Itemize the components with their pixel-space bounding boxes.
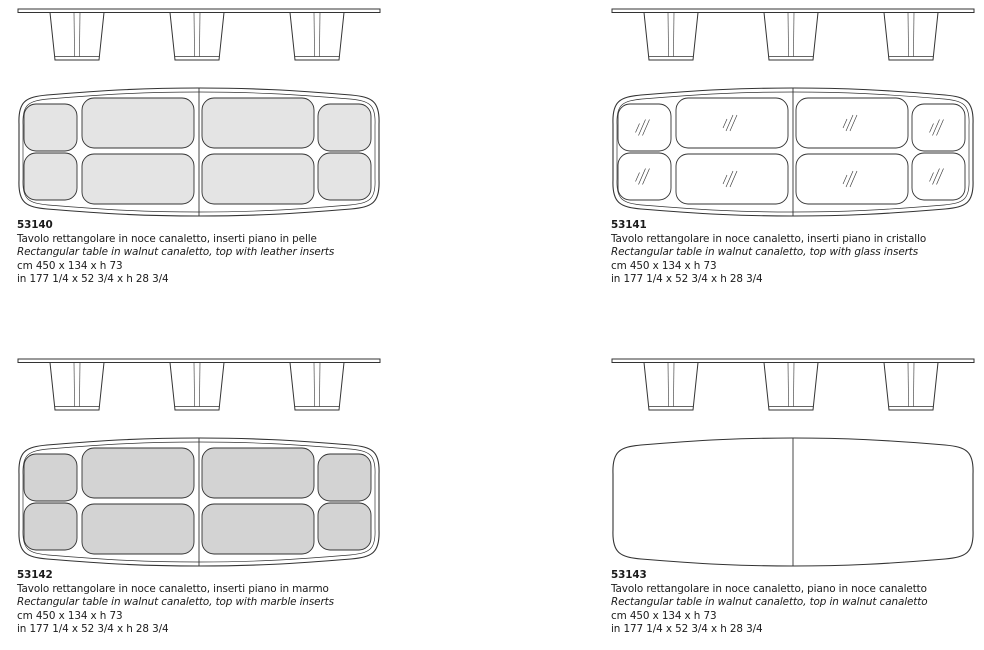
top-insert-panel	[618, 104, 671, 151]
product-code: 53141	[611, 219, 647, 231]
dimensions-inches: in 177 1/4 x 52 3/4 x h 28 3/4	[17, 623, 169, 636]
table-leg	[290, 363, 344, 411]
top-insert-panel	[82, 154, 194, 204]
table-leg	[764, 363, 818, 411]
product-code: 53140	[17, 219, 53, 231]
top-insert-panel	[318, 104, 371, 151]
top-insert-panel	[796, 154, 908, 204]
table-top-elevation	[612, 9, 974, 13]
top-insert-panel	[912, 104, 965, 151]
table-leg	[884, 13, 938, 61]
description-english: Rectangular table in walnut canaletto, top in walnut canaletto	[611, 596, 928, 609]
table-leg	[644, 13, 698, 61]
product-caption	[17, 569, 334, 637]
table-top-elevation	[612, 359, 974, 363]
table-drawing	[17, 350, 382, 560]
top-insert-panel	[318, 503, 371, 550]
product-caption	[611, 569, 928, 637]
table-drawing	[17, 0, 382, 210]
top-insert-panel	[82, 98, 194, 148]
top-insert-panel	[202, 98, 314, 148]
table-leg	[644, 363, 698, 411]
table-leg	[764, 13, 818, 61]
table-top-elevation	[18, 359, 380, 363]
dimensions-cm: cm 450 x 134 x h 73	[17, 609, 123, 622]
table-leg	[170, 13, 224, 61]
product-53141	[611, 0, 984, 300]
dimensions-cm: cm 450 x 134 x h 73	[17, 259, 123, 272]
product-code: 53143	[611, 569, 647, 581]
table-drawing	[611, 0, 976, 210]
table-leg	[170, 363, 224, 411]
description-italian: Tavolo rettangolare in noce canaletto, piano in noce canaletto	[611, 582, 927, 595]
dimensions-inches: in 177 1/4 x 52 3/4 x h 28 3/4	[17, 273, 169, 286]
table-leg	[50, 363, 104, 411]
description-italian: Tavolo rettangolare in noce canaletto, inserti piano in pelle	[17, 232, 317, 245]
table-leg	[290, 13, 344, 61]
description-english: Rectangular table in walnut canaletto, top with marble inserts	[17, 596, 334, 609]
top-insert-panel	[676, 98, 788, 148]
product-53142	[17, 350, 417, 650]
top-insert-panel	[82, 448, 194, 498]
top-insert-panel	[24, 104, 77, 151]
product-code: 53142	[17, 569, 53, 581]
product-caption	[17, 219, 334, 287]
top-insert-panel	[796, 98, 908, 148]
top-insert-panel	[24, 153, 77, 200]
description-italian: Tavolo rettangolare in noce canaletto, inserti piano in marmo	[17, 582, 329, 595]
top-insert-panel	[676, 154, 788, 204]
product-53143	[611, 350, 984, 650]
description-italian: Tavolo rettangolare in noce canaletto, inserti piano in cristallo	[611, 232, 927, 245]
description-english: Rectangular table in walnut canaletto, top with glass inserts	[611, 246, 919, 259]
top-insert-panel	[24, 454, 77, 501]
dimensions-cm: cm 450 x 134 x h 73	[611, 259, 717, 272]
table-leg	[50, 13, 104, 61]
top-insert-panel	[618, 153, 671, 200]
table-top-elevation	[18, 9, 380, 13]
table-drawing	[611, 350, 976, 560]
dimensions-inches: in 177 1/4 x 52 3/4 x h 28 3/4	[611, 273, 763, 286]
top-insert-panel	[202, 154, 314, 204]
dimensions-cm: cm 450 x 134 x h 73	[611, 609, 717, 622]
product-53140	[17, 0, 417, 300]
top-insert-panel	[24, 503, 77, 550]
top-insert-panel	[318, 454, 371, 501]
description-english: Rectangular table in walnut canaletto, top with leather inserts	[17, 246, 335, 259]
top-insert-panel	[202, 504, 314, 554]
product-caption	[611, 219, 926, 287]
top-insert-panel	[202, 448, 314, 498]
top-insert-panel	[912, 153, 965, 200]
dimensions-inches: in 177 1/4 x 52 3/4 x h 28 3/4	[611, 623, 763, 636]
top-insert-panel	[82, 504, 194, 554]
top-insert-panel	[318, 153, 371, 200]
table-leg	[884, 363, 938, 411]
